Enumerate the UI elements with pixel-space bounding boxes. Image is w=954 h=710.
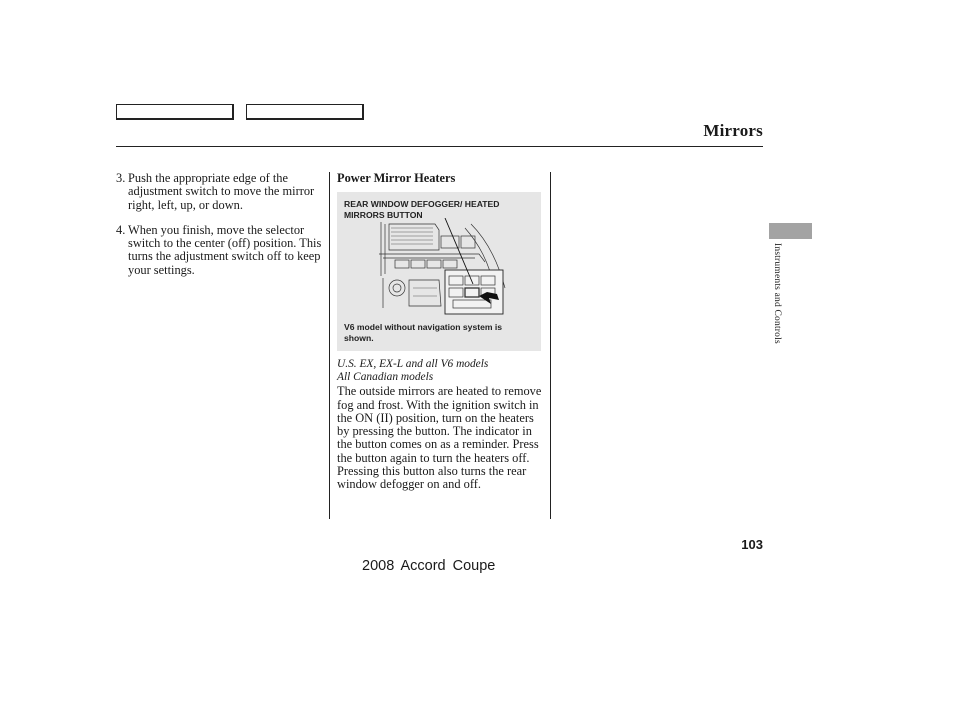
power-mirror-heaters-section <box>337 172 542 492</box>
nav-box-next[interactable] <box>246 104 364 120</box>
body-paragraph: The outside mirrors are heated to remove fog and frost. With the ignition switch in the ON (II) position, turn on the heaters by pressing the button. The indicator in the button comes on as a reminder. Press the button again to turn the heaters off. Pressing this button also turns the rear window defogger on and off. <box>337 384 542 492</box>
step-item <box>116 224 324 277</box>
column-divider <box>550 172 551 519</box>
step-number: 4. <box>116 222 126 237</box>
applicability-line: All Canadian models <box>337 371 434 384</box>
step-number: 3. <box>116 171 126 185</box>
chapter-label: Instruments and Controls <box>772 243 782 344</box>
step-text: When you finish, move the selector switch to the center (off) position. This turns the adjustment switch off to keep your settings. <box>128 222 322 277</box>
figure-caption: V6 model without navigation system is shown. <box>344 322 503 343</box>
instruction-steps <box>116 172 324 289</box>
step-text: Push the appropriate edge of the adjustment switch to move the mirror right, left, up, or down. <box>128 171 315 212</box>
nav-box-previous[interactable] <box>116 104 234 120</box>
column-divider <box>329 172 330 519</box>
chapter-tab <box>769 223 812 239</box>
dashboard-figure <box>337 192 541 351</box>
subsection-heading: Power Mirror Heaters <box>337 171 456 185</box>
section-title: Mirrors <box>703 121 763 140</box>
applicability-note <box>337 358 542 384</box>
page-number: 103 <box>741 537 763 552</box>
figure-callout: REAR WINDOW DEFOGGER/ HEATED MIRRORS BUTTON <box>344 199 500 220</box>
dashboard-illustration <box>375 218 509 318</box>
footer-model: 2008 Accord Coupe <box>362 558 496 574</box>
step-item <box>116 172 324 212</box>
applicability-line: U.S. EX, EX-L and all V6 models <box>337 358 489 371</box>
header-rule <box>116 146 763 147</box>
